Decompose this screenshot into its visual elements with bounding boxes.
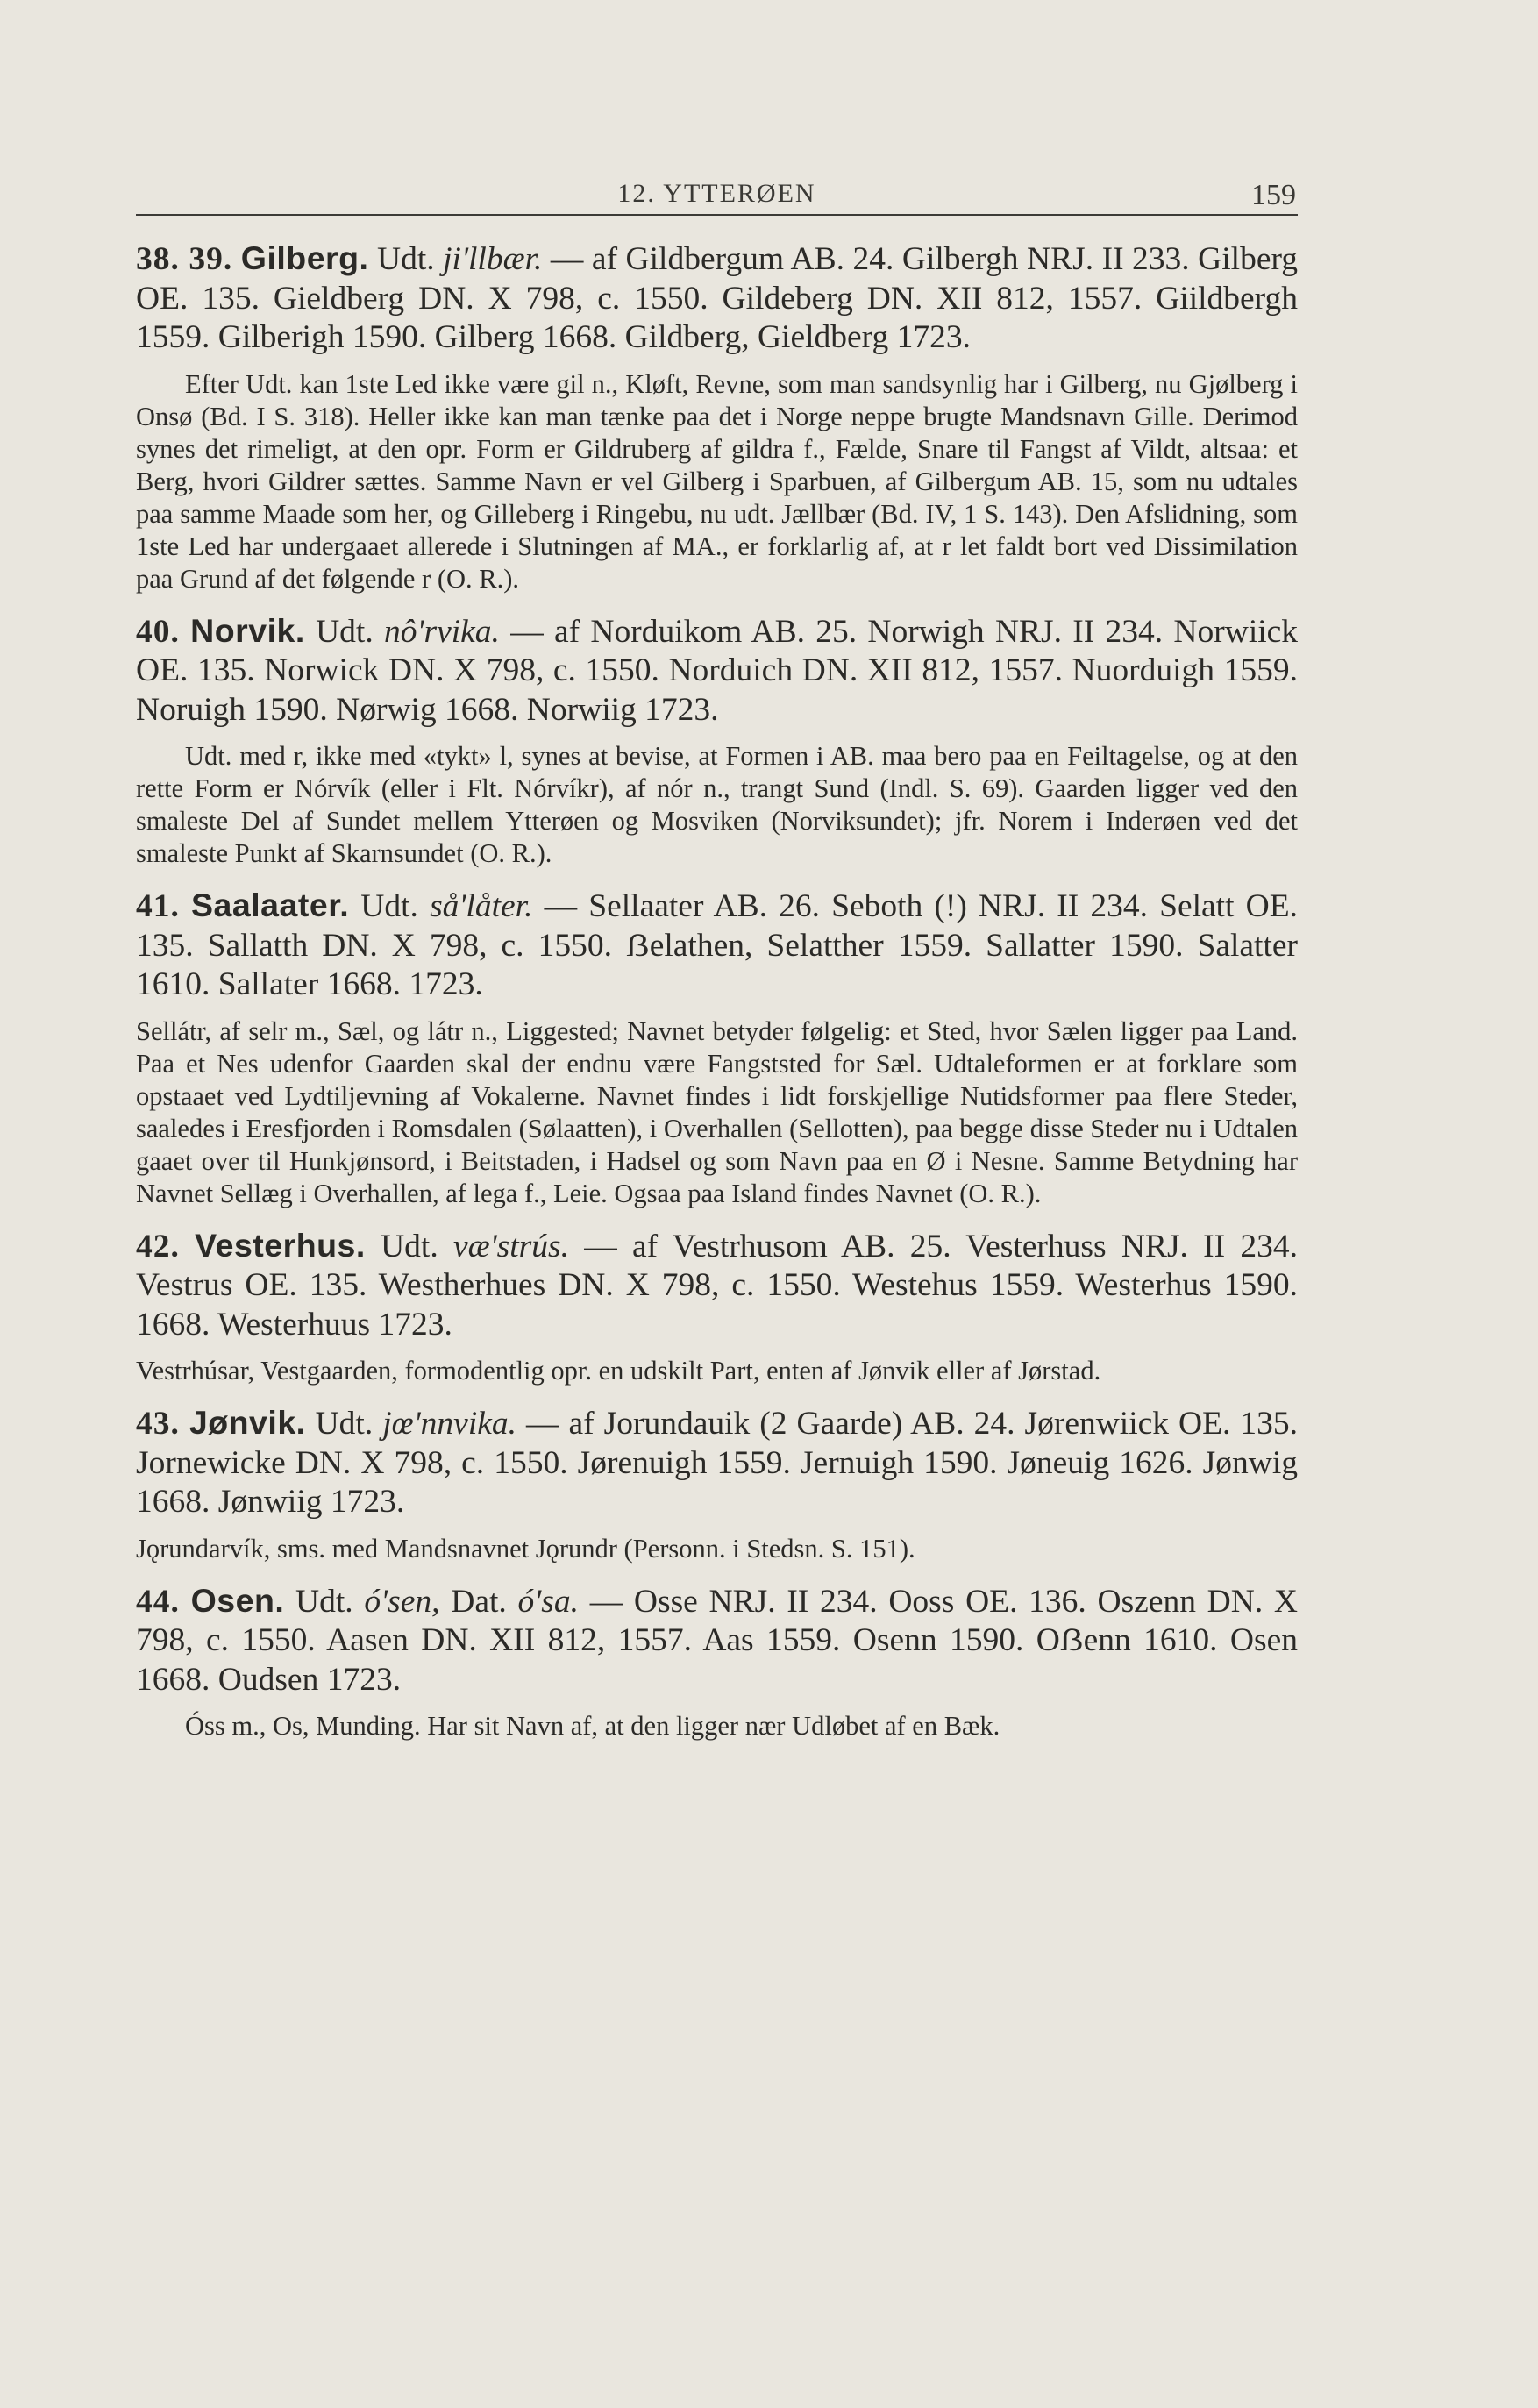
running-header (136, 167, 1298, 214)
dat-label: Dat. (451, 1583, 507, 1620)
farm-name: Gilberg. (240, 239, 369, 276)
entry-saalaater (136, 886, 1298, 1210)
udt-label: Udt. (381, 1228, 438, 1265)
farm-name: Saalaater. (191, 887, 350, 923)
page-number: 159 (1251, 179, 1296, 211)
pronunciation: ó'sen, (364, 1583, 440, 1620)
etymology-note: Efter Udt. kan 1ste Led ikke være gil n., Kløft, Revne, som man sandsynlig har i Gilberg, nu Gjølberg i Onsø (Bd. I S. 318). Heller ikke kan man tænke paa det i Norge neppe brugte Mandsnavn Gille. Derimod synes det rimeligt, at den opr. Form er Gildruberg af gildra f., Fælde, Snare til Fangst af Vildt, altsaa: et Berg, hvori Gildrer sættes. Samme Navn er vel Gilberg i Sparbuen, af Gilbergum AB. 15, som nu udtales paa samme Maade som her, og Gilleberg i Ringebu, nu udt. Jællbær (Bd. IV, 1 S. 143). Den Afslidning, som 1ste Led har undergaaet allerede i Slutningen af MA., er forklarlig af, at r let faldt bort ved Dissimilation paa Grund af det følgende r (O. R.). (136, 368, 1298, 594)
entry-heading (136, 239, 1298, 358)
udt-label: Udt. (315, 1406, 374, 1442)
pronunciation: ji'llbær. (443, 241, 543, 277)
entry-number: 40. (136, 613, 180, 650)
historical-forms: — af Vestrhusom AB. 25. Vesterhuss NRJ. II 234. Vestrus OE. 135. Westherhues DN. X 798, c. 1550. Westehus 1559. Westerhus 1590. 1668. Westerhuus 1723. (136, 1228, 1299, 1343)
historical-forms: — af Norduikom AB. 25. Norwigh NRJ. II 234. Norwiick OE. 135. Norwick DN. X 798, c. 1550. Norduich DN. XII 812, 1557. Nuorduigh 1559. Noruigh 1590. Nørwig 1668. Norwiig 1723. (136, 613, 1299, 728)
header-rule (136, 214, 1298, 216)
entry-osen (136, 1581, 1298, 1743)
farm-name: Jønvik. (189, 1404, 306, 1441)
etymology-note: Vestrhúsar, Vestgaarden, formodentlig opr. en udskilt Part, enten af Jønvik eller af Jørstad. (136, 1356, 1101, 1386)
entry-gilberg (136, 239, 1298, 595)
entry-norvik (136, 611, 1298, 871)
pronunciation: væ'strús. (452, 1228, 569, 1265)
etymology-note: Sellátr, af selr m., Sæl, og látr n., Liggested; Navnet betyder følgelig: et Sted, hvor Sælen ligger paa Land. Paa et Nes udenfor Gaarden skal der endnu være Fangststed for Sæl. Udtaleformen er at forklare som opstaaet ved Lydtiljevning af Vokalerne. Navnet findes i lidt forskjellige Nutidsformer paa flere Steder, saaledes i Eresfjorden i Romsdalen (Sølaatten), i Overhallen (Sellotten), paa begge disse Steder nu i Udtalen gaaet over til Hunkjønsord, i Beitstaden, i Hadsel og som Navn paa en Ø i Nesne. Samme Betydning har Navnet Sellæg i Overhallen, af lega f., Leie. Ogsaa paa Island findes Navnet (O. R.). (136, 1015, 1298, 1208)
entry-jonvik (136, 1403, 1298, 1565)
entry-heading (136, 611, 1298, 730)
dative-pronunciation: ó'sa. (517, 1583, 579, 1620)
udt-label: Udt. (316, 613, 374, 650)
etymology-note: Óss m., Os, Munding. Har sit Navn af, at den ligger nær Udløbet af en Bæk. (185, 1711, 1000, 1741)
historical-forms: — af Gildbergum AB. 24. Gilbergh NRJ. II 233. Gilberg OE. 135. Gieldberg DN. X 798, c. 1550. Gildeberg DN. XII 812, 1557. Giildbergh 1559. Gilberigh 1590. Gilberg 1668. Gildberg, Gieldberg 1723. (136, 241, 1299, 355)
entry-number: 42. (136, 1228, 180, 1265)
historical-forms: — Osse NRJ. II 234. Ooss OE. 136. Oszenn DN. X 798, c. 1550. Aasen DN. XII 812, 1557. Aas 1559. Osenn 1590. Oẞenn 1610. Osen 1668. Oudsen 1723. (136, 1583, 1299, 1698)
pronunciation: nô'rvika. (383, 613, 500, 650)
entry-number: 43. (136, 1406, 180, 1442)
etymology-note: Udt. med r, ikke med «tykt» l, synes at bevise, at Formen i AB. maa bero paa en Feiltagelse, og at den rette Form er Nórvík (eller i Flt. Nórvíkr), af nór n., trangt Sund (Indl. S. 69). Gaarden ligger ved den smaleste Del af Sundet mellem Ytterøen og Mosviken (Norviksundet); jfr. Norem i Inderøen ved det smaleste Punkt af Skarnsundet (O. R.). (136, 741, 1298, 868)
running-title: 12. YTTERØEN (617, 179, 816, 208)
entry-heading (136, 1581, 1298, 1700)
entry-number: 41. (136, 888, 180, 924)
etymology-note: Jǫrundarvík, sms. med Mandsnavnet Jǫrundr (Personn. i Stedsn. S. 151). (136, 1533, 915, 1564)
udt-label: Udt. (360, 888, 418, 924)
entry-heading (136, 886, 1298, 1005)
entry-number: 44. (136, 1583, 180, 1620)
udt-label: Udt. (295, 1583, 353, 1620)
farm-name: Norvik. (190, 611, 305, 649)
pronunciation: jœ'nnvika. (382, 1406, 517, 1442)
farm-name: Osen. (190, 1581, 285, 1619)
historical-forms: — af Jorundauik (2 Gaarde) AB. 24. Jørenwiick OE. 135. Jornewicke DN. X 798, c. 1550. Jørenuigh 1559. Jernuigh 1590. Jøneuig 1626. Jønwig 1668. Jønwiig 1723. (136, 1406, 1299, 1520)
entry-number: 38. 39. (136, 241, 233, 277)
entry-vesterhus (136, 1226, 1298, 1388)
pronunciation: så'låter. (430, 888, 533, 924)
entry-heading (136, 1226, 1298, 1345)
farm-name: Vesterhus. (195, 1226, 366, 1264)
udt-label: Udt. (376, 241, 435, 277)
historical-forms: — Sellaater AB. 26. Seboth (!) NRJ. II 234. Selatt OE. 135. Sallatth DN. X 798, c. 1550. ẞelathen, Selatther 1559. Sallatter 1590. Salatter 1610. Sallater 1668. 1723. (136, 888, 1299, 1002)
entry-heading (136, 1403, 1298, 1522)
page (136, 167, 1298, 1758)
